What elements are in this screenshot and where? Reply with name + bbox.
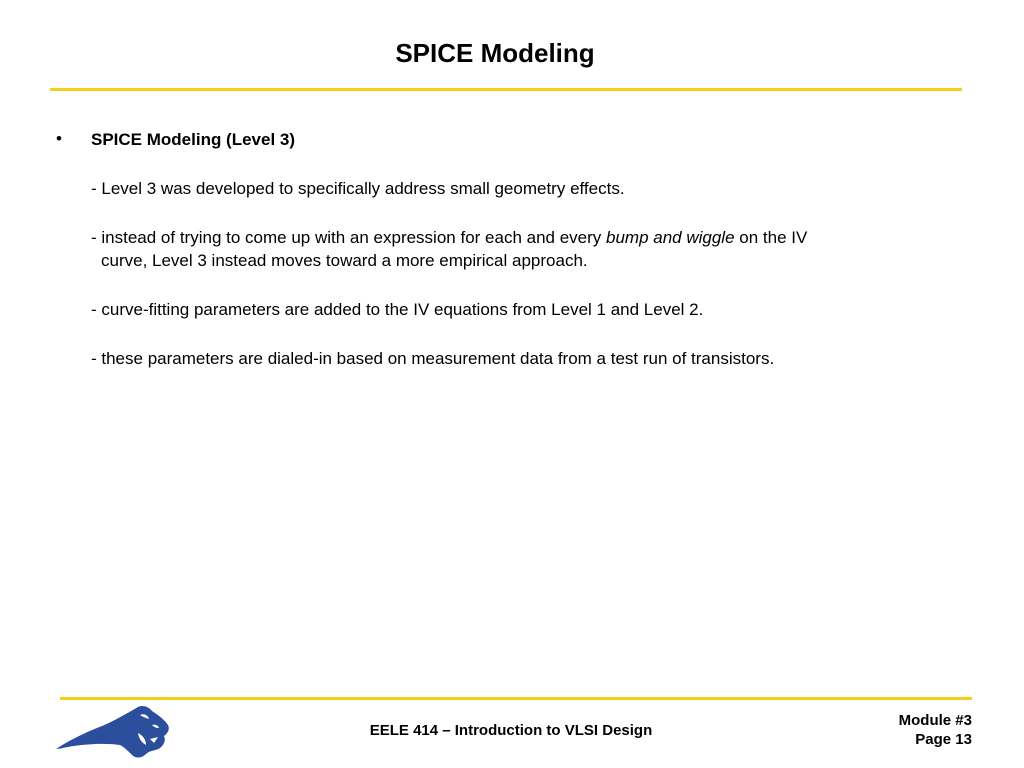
- bullet-heading: SPICE Modeling (Level 3): [91, 130, 296, 149]
- paragraph-1-text: - Level 3 was developed to specifically address small geometry effects.: [91, 179, 625, 198]
- slide-body: [91, 128, 951, 396]
- paragraph-2: [91, 226, 951, 272]
- paragraph-3-text: - curve-fitting parameters are added to the IV equations from Level 1 and Level 2.: [91, 300, 704, 319]
- paragraph-4: [91, 347, 951, 370]
- footer-divider: [60, 697, 972, 700]
- slide-title: SPICE Modeling: [395, 38, 595, 68]
- paragraph-1: [91, 177, 951, 200]
- paragraph-3: [91, 298, 951, 321]
- course-title: EELE 414 – Introduction to VLSI Design: [369, 722, 653, 739]
- page-number: Page 13: [915, 731, 972, 748]
- page-info: [899, 711, 972, 749]
- paragraph-2-emphasis: bump and wiggle: [606, 228, 735, 247]
- paragraph-4-text: - these parameters are dialed-in based on measurement data from a test run of transistors.: [91, 349, 775, 368]
- title-divider: [50, 88, 962, 91]
- bullet-marker: •: [56, 129, 62, 148]
- module-number: Module #3: [898, 712, 972, 729]
- paragraph-2-continuation: curve, Level 3 instead moves toward a more empirical approach.: [101, 251, 588, 270]
- paragraph-2-text-start: - instead of trying to come up with an expression for each and every: [91, 228, 606, 247]
- paragraph-2-text-end: on the IV: [734, 228, 808, 247]
